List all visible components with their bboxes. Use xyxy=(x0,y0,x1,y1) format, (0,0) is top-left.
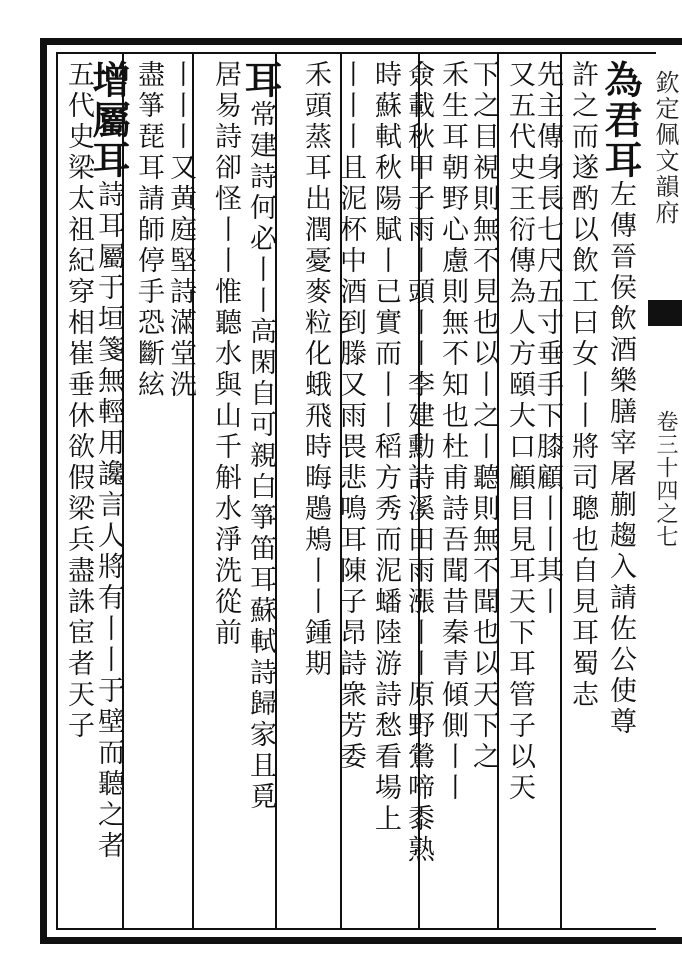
text-column xyxy=(238,60,283,920)
column-text: 先主傳身長七尺五寸垂手下膝顧丨丨其丨 xyxy=(532,60,563,618)
column-text: 詩耳屬于垣箋無輕用讒言人將有丨丨于壁而聽之者 xyxy=(93,180,124,862)
column-text: 又五代史王衍傳為人方頤大口顧目見耳天下耳管子以天 xyxy=(504,60,535,804)
column-text: 許之而遂酌以飲工曰女丨丨將司聰也自見耳蜀志 xyxy=(567,60,598,711)
text-column xyxy=(365,60,405,920)
margin-book-title: 欽定佩文韻府 xyxy=(651,70,679,226)
column-text: 時蘇軾秋陽賦丨已實而丨丨稻方秀而泥蟠陸游詩愁看場上 xyxy=(370,60,401,835)
entry-heading: 為君耳 xyxy=(598,60,643,180)
column-text: 常建詩何必丨丨高閑自可親白箏笛耳蘇軾詩歸家且覓 xyxy=(245,100,276,813)
column-text: 禾生耳朝野心慮則無不知也杜甫詩吾聞昔秦青傾側丨丨 xyxy=(437,60,468,804)
text-column xyxy=(330,60,370,920)
column-text: 盡箏琵耳請師停手恐斷絃 xyxy=(133,60,164,401)
column-text: 左傳晉侯飲酒樂膳宰屠蒯趨入請佐公使尊 xyxy=(605,180,636,738)
column-text: 居易詩卻怪丨丨惟聽水與山千斛水淨洗從前 xyxy=(210,60,241,649)
text-column xyxy=(295,60,335,920)
margin-chapter-label: 卷三十四之七 xyxy=(653,410,678,548)
column-text: 僉載秋甲子雨丨頭丨丨李建勳詩溪田雨漲丨丨原野鶯啼黍熟 xyxy=(403,60,434,866)
entry-heading: 增屬耳 xyxy=(86,60,131,180)
column-text: 下之目視則無不見也以丨之丨聽則無不聞也以天下之 xyxy=(468,60,499,773)
column-text: 丨丨丨且泥杯中酒到滕又雨畏悲鳴耳陳子昂詩衆芳委 xyxy=(335,60,366,773)
text-column xyxy=(128,60,168,920)
column-text: 五代史梁太祖紀穿相崔垂休欲假梁兵盡誅宦者天子 xyxy=(63,60,94,742)
column-text: 禾頭蒸耳出潤憂麥粒化蛾飛時晦鶗鴂丨丨鍾期 xyxy=(300,60,331,680)
text-column xyxy=(432,60,472,920)
text-column xyxy=(205,60,245,920)
text-column xyxy=(58,60,98,920)
column-text: 丨丨丨又黄庭堅詩滿堂洗 xyxy=(165,60,196,401)
fish-tail-mark xyxy=(648,300,682,326)
entry-heading: 耳 xyxy=(238,60,283,100)
text-column xyxy=(598,60,643,920)
text-column xyxy=(562,60,602,920)
text-column xyxy=(499,60,539,920)
